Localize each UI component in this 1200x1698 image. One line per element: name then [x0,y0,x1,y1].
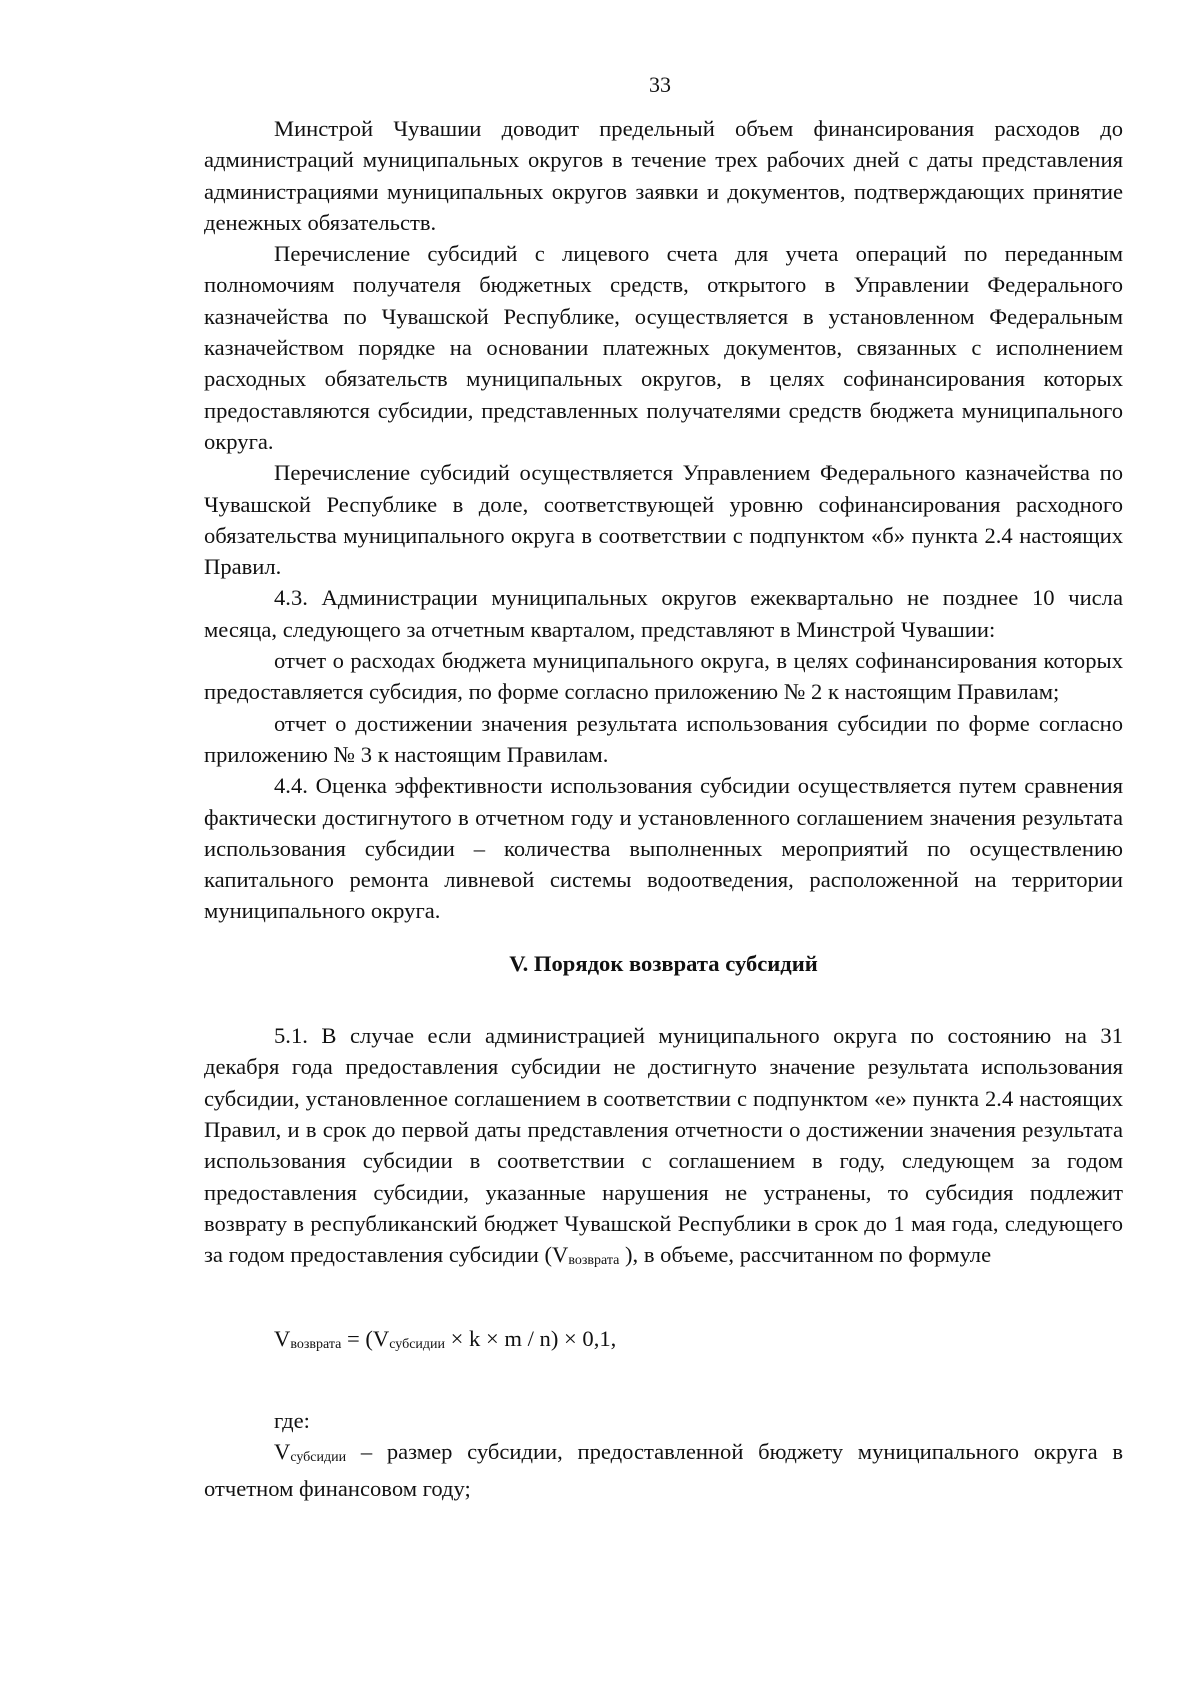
definition-text: – размер субсидии, предоставленной бюджету муниципального округа в отчетном финансовом году; [204,1438,1123,1502]
paragraph-2: Перечисление субсидий с лицевого счета для учета операций по переданным полномочиям получателя бюджетных средств, открытого в Управлении Федерального казначейства по Чувашской Республике, осуществляется в установленном Федеральным казначейством порядке на основании платежных документов, связанных с исполнением расходных обязательств муниципальных округов, в целях софинансирования которых предоставляются субсидии, представленных получателями средств бюджета муниципального округа. [204,241,1123,454]
formula-sub-subsidy: субсидии [389,1337,446,1353]
definition-sub: субсидии [290,1449,347,1465]
subscript-return: возврата [568,1253,620,1269]
paragraph-4-3: 4.3. Администрации муниципальных округов ежеквартально не позднее 10 числа месяца, следующего за отчетным кварталом, представляют в Минстрой Чувашии: [204,585,1123,642]
section-heading: V. Порядок возврата субсидий [509,950,818,976]
paragraph-report-expenses: отчет о расходах бюджета муниципального округа, в целях софинансирования которых предоставляется субсидия, по форме согласно приложению № 2 к настоящим Правилам; [204,648,1123,705]
formula-eq: = (V [341,1326,390,1352]
document-body [204,113,1123,1505]
paragraph-report-result: отчет о достижении значения результата использования субсидии по форме согласно приложению № 3 к настоящим Правилам. [204,710,1123,767]
formula-sub-return: возврата [290,1337,342,1353]
paragraph-4-4: 4.4. Оценка эффективности использования субсидии осуществляется путем сравнения фактически достигнутого в отчетном году и установленного соглашением значения результата использования субсидии – количества выполненных мероприятий по осуществлению капитального ремонта ливневой системы водоотведения, расположенной на территории муниципального округа. [204,773,1123,924]
paragraph-5-1-tail: ), в объеме, рассчитанном по формуле [619,1242,992,1268]
formula [274,1323,1123,1360]
definition-v: V [274,1438,291,1464]
heading-spacer [204,979,1123,1020]
definition-v-subsidy [204,1436,1123,1505]
paragraph-5-1 [204,1020,1123,1276]
paragraph-5-1-text: 5.1. В случае если администрацией муниципального округа по состоянию на 31 декабря года предоставления субсидии не достигнуто значение результата использования субсидии, установленное соглашением в соответствии с подпунктом «е» пункта 2.4 настоящих Правил, и в срок до первой даты представления отчетности о достижении значения результата использования субсидии в соответствии с соглашением в году, следующем за годом предоставления субсидии, указанные нарушения не устранены, то субсидия подлежит возврату в республиканский бюджет Чувашской Республики в срок до 1 мая года, следующего за годом предоставления субсидии (V [204,1023,1123,1268]
paragraph-1: Минстрой Чувашии доводит предельный объем финансирования расходов до администраций муниципальных округов в течение трех рабочих дней с даты представления администрациями муниципальных округов заявки и документов, подтверждающих принятие денежных обязательств. [204,116,1123,235]
formula-rest: × k × m / n) × 0,1, [445,1326,617,1352]
formula-v: V [274,1326,291,1352]
page-number: 33 [649,72,671,97]
paragraph-3: Перечисление субсидий осуществляется Управлением Федерального казначейства по Чувашской Республике в доле, соответствующей уровню софинансирования расходного обязательства муниципального округа в соответствии с подпунктом «б» пункта 2.4 настоящих Правил. [204,460,1123,580]
where-label: где: [274,1407,310,1433]
